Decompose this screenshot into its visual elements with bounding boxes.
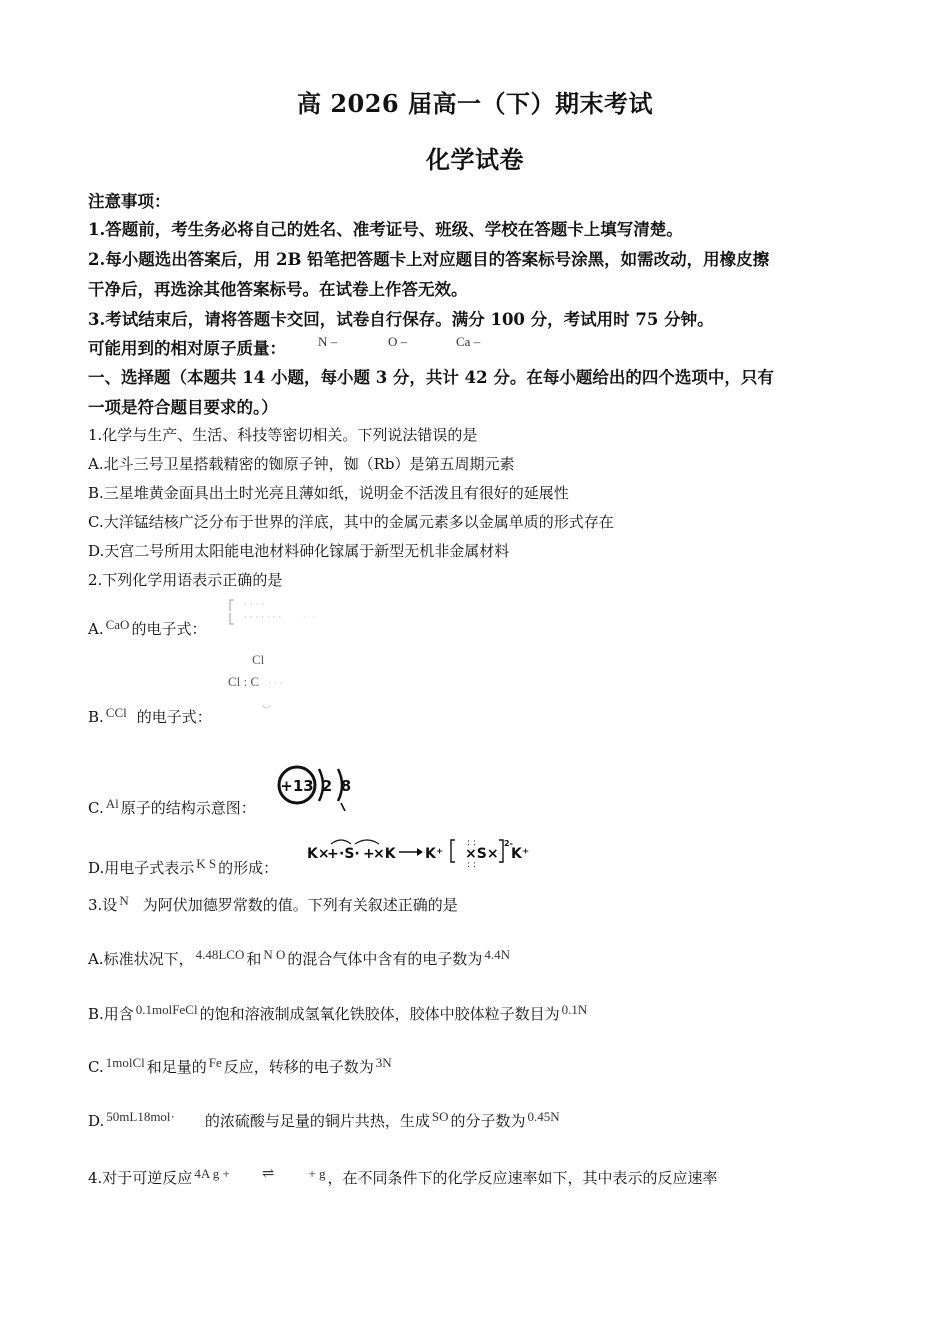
q3-d-formula-2: SO: [431, 1109, 449, 1124]
q3-c-formula-3: 3N: [375, 1055, 392, 1070]
q3-stem-suffix: 为阿伏加德罗常数的值。下列有关叙述正确的是: [142, 896, 458, 914]
svg-text:K⁺: K⁺: [511, 846, 530, 862]
al-nucleus-label: +13: [280, 777, 314, 795]
q2-c-prefix: C.: [88, 799, 104, 817]
svg-text:ب: ب: [262, 700, 272, 711]
notice-heading: 注意事项：: [88, 192, 171, 211]
atomic-mass-ca: Ca –: [456, 334, 481, 349]
q3-d-formula-3: 0.45N: [527, 1109, 560, 1124]
q3-option-c: [88, 1056, 394, 1077]
svg-text:·S·: ·S·: [339, 846, 360, 862]
q2-c-formula: Al: [105, 796, 119, 811]
q2-stem: 2.下列化学用语表示正确的是: [88, 571, 283, 589]
q2-b-suffix: 的电子式：: [136, 708, 212, 726]
q3-c-mid-2: 反应，转移的电子数为: [223, 1058, 374, 1076]
q2-option-d: [88, 857, 278, 878]
q3-b-formula-2: 0.1N: [561, 1002, 588, 1017]
q2-b-prefix: B.: [88, 708, 104, 726]
q3-c-mid-1: 和足量的: [146, 1058, 207, 1076]
q2-d-suffix: 的形成：: [218, 859, 279, 877]
q1-option-b: B.三星堆黄金面具出土时光亮且薄如纸，说明金不活泼且有很好的延展性: [88, 484, 569, 502]
q2-d-prefix: D.用电子式表示: [88, 859, 195, 877]
q3-option-a: [88, 948, 512, 969]
k2s-product-charge: 2-: [504, 839, 513, 848]
k2s-formation-diagram: [305, 834, 535, 870]
q3-b-prefix: B.用含: [88, 1005, 134, 1023]
atomic-mass-line: [88, 335, 286, 359]
q4-stem-suffix: ，在不同条件下的化学反应速率如下，其中表示的反应速率: [327, 1169, 718, 1187]
al-atomic-structure-diagram: [275, 755, 355, 815]
q1-option-c: C.大洋锰结核广泛分布于世界的洋底，其中的金属元素多以金属单质的形式存在: [88, 513, 614, 531]
q1-option-d: D.天宫二号所用太阳能电池材料砷化镓属于新型无机非金属材料: [88, 542, 510, 560]
ccl4-structure-cl-left: Cl : C: [228, 674, 260, 689]
al-shell-2-label: 8: [340, 777, 352, 795]
q3-stem-prefix: 3.设: [88, 896, 118, 914]
q3-d-mid-2: 的分子数为: [450, 1112, 526, 1130]
atomic-mass-o: O –: [388, 334, 408, 349]
q2-option-a: [88, 618, 206, 639]
q3-b-formula-1: 0.1molFeCl: [135, 1002, 198, 1017]
q4-equilibrium-arrow: ⇌: [261, 1166, 275, 1182]
q3-a-formula-1: 4.48LCO: [195, 947, 245, 962]
svg-text:· · · ·: · · · ·: [298, 613, 316, 622]
section-heading-line-1: 一、选择题（本题共 14 小题，每小题 3 分，共计 42 分。在每小题给出的四个选项中，只有: [88, 368, 774, 387]
cao-electron-formula-image: [228, 597, 358, 631]
atomic-mass-label: 可能用到的相对原子质量：: [88, 339, 286, 358]
svg-text:: :: : :: [467, 838, 476, 848]
q2-option-c: [88, 797, 256, 818]
q2-c-suffix: 原子的结构示意图：: [120, 799, 256, 817]
q3-c-prefix: C.: [88, 1058, 104, 1076]
q4-stem-formula: 4A g +: [194, 1166, 230, 1181]
q3-c-formula-2: Fe: [208, 1055, 222, 1070]
exam-subject: 化学试卷: [426, 145, 524, 174]
q3-b-mid: 的饱和溶液制成氢氧化铁胶体，胶体中胶体粒子数目为: [199, 1005, 560, 1023]
svg-text:K⁺: K⁺: [425, 846, 444, 862]
q3-d-formula-1: 50mL18mol·: [106, 1109, 175, 1124]
q3-stem: [88, 894, 458, 915]
svg-text:+: +: [363, 846, 375, 862]
q2-a-formula: CaO: [105, 617, 130, 632]
q3-a-mid-1: 和: [246, 950, 262, 968]
q2-a-suffix: 的电子式：: [131, 620, 207, 638]
q1-stem: 1.化学与生产、生活、科技等密切相关。下列说法错误的是: [88, 426, 478, 444]
notice-item-1: 1.答题前，考生务必将自己的姓名、准考证号、班级、学校在答题卡上填写清楚。: [88, 220, 683, 239]
atomic-mass-n: N –: [318, 334, 338, 349]
section-heading-line-2: 一项是符合题目要求的。）: [88, 398, 278, 417]
q3-a-formula-3: 4.4N: [484, 947, 511, 962]
q4-stem-tail: + g: [308, 1166, 326, 1181]
svg-text:: :: : :: [467, 860, 476, 870]
q2-a-prefix: A.: [88, 620, 104, 638]
q3-stem-formula: N: [119, 893, 129, 908]
notice-item-3: 3.考试结束后，请将答题卡交回，试卷自行保存。满分 100 分，考试用时 75 分钟。: [88, 310, 714, 329]
svg-text:×S×: ×S×: [465, 846, 499, 862]
exam-title: 高 2026 届高一（下）期末考试: [296, 89, 653, 118]
q3-a-formula-2: N O: [263, 947, 286, 962]
q3-option-b: [88, 1003, 589, 1024]
svg-text:· · · · · · ·: · · · · · · ·: [244, 613, 282, 623]
q3-option-d: [88, 1110, 562, 1131]
q3-c-formula-1: 1molCl: [105, 1055, 145, 1070]
q3-d-mid-1: 的浓硫酸与足量的铜片共热，生成: [204, 1112, 430, 1130]
svg-text:+: +: [327, 846, 339, 862]
q3-a-prefix: A.标准状况下，: [88, 950, 194, 968]
notice-item-2-line-1: 2.每小题选出答案后，用 2B 铅笔把答题卡上对应题目的答案标号涂黑，如需改动，用橡皮擦: [88, 250, 770, 269]
ccl4-structure-cl-top: Cl: [252, 652, 265, 667]
q2-option-b: [88, 706, 212, 727]
svg-text:· · · ·: · · · ·: [244, 600, 265, 610]
svg-text:×K: ×K: [373, 846, 396, 862]
q2-d-formula: K S: [196, 856, 217, 871]
svg-text:· · ·: · · ·: [268, 679, 283, 689]
svg-text:K×: K×: [307, 846, 330, 862]
q4-stem: [88, 1167, 718, 1188]
al-shell-1-label: 2: [321, 777, 333, 795]
q3-d-prefix: D.: [88, 1112, 105, 1130]
q2-b-formula: CCl: [105, 705, 127, 720]
notice-item-2-line-2: 干净后，再选涂其他答案标号。在试卷上作答无效。: [88, 280, 468, 299]
q1-option-a: A.北斗三号卫星搭载精密的铷原子钟，铷（Rb）是第五周期元素: [88, 455, 515, 473]
q3-a-mid-2: 的混合气体中含有的电子数为: [287, 950, 483, 968]
q4-stem-prefix: 4.对于可逆反应: [88, 1169, 193, 1187]
ccl4-structure-faint-marks: [262, 672, 332, 718]
